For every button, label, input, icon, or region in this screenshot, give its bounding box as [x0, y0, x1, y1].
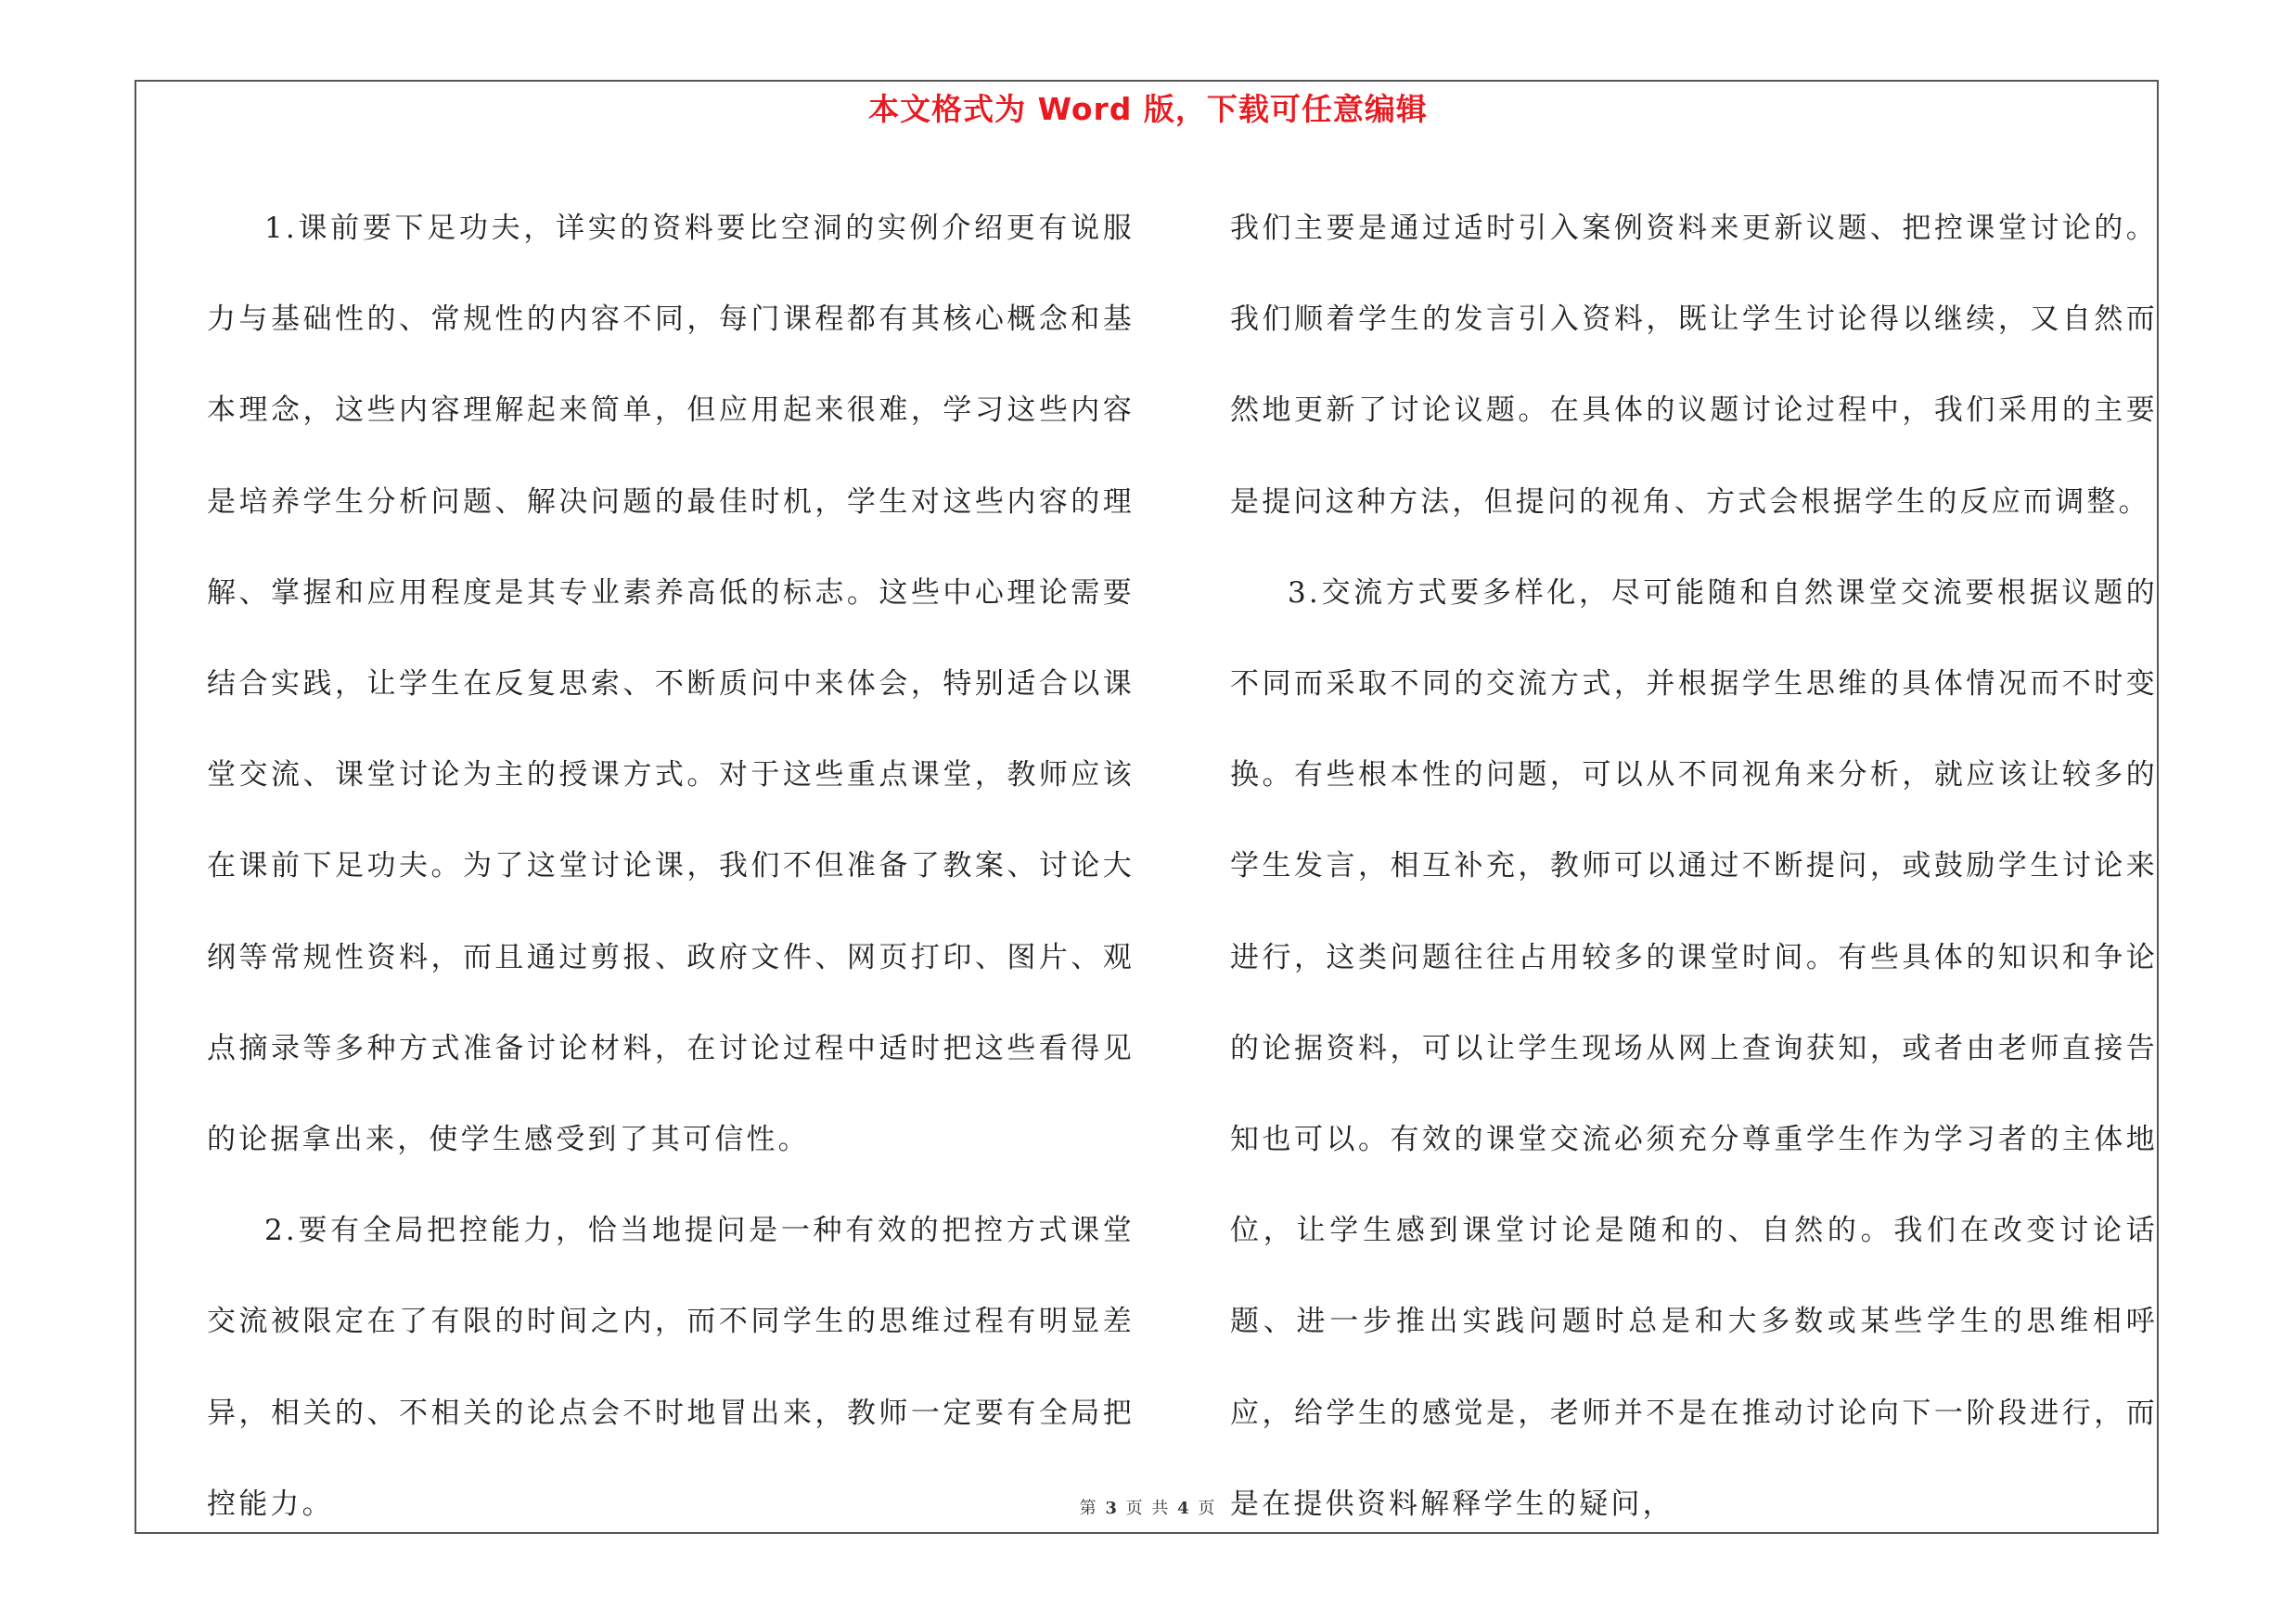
footer-prefix: 第 [1079, 1499, 1098, 1518]
paragraph-3: 3.交流方式要多样化，尽可能随和自然课堂交流要根据议题的不同而采取不同的交流方式，并根据学生思维的具体情况而不时变换。有些根本性的问题，可以从不同视角来分析，就应该让较多的学生发言，相互补充，教师可以通过不断提问，或鼓励学生讨论来进行，这类问题往往占用较多的课堂时间。有些具体的知识和争论的论据资料，可以让学生现场从网上查询获知，或者由老师直接告知也可以。有效的课堂交流必须充分尊重学生作为学习者的主体地位，让学生感到课堂讨论是随和的、自然的。我们在改变讨论话题、进一步推出实践问题时总是和大多数或某些学生的思维相呼应，给学生的感觉是，老师并不是在推动讨论向下一阶段进行，而是在提供资料解释学生的疑问， [1230, 575, 2158, 1521]
paragraph-2: 2.要有全局把控能力，恰当地提问是一种有效的把控方式课堂交流被限定在了有限的时间之内，而不同学生的思维过程有明显差异，相关的、不相关的论点会不时地冒出来，教师一定要有全局把控能力。 [207, 1214, 1135, 1521]
format-notice-banner: 本文格式为 Word 版，下载可任意编辑 [868, 91, 1428, 127]
current-page-number: 3 [1105, 1499, 1119, 1518]
right-column [1230, 183, 2158, 1550]
footer-suffix: 页 [1198, 1499, 1217, 1518]
page-number-footer [0, 1495, 2296, 1519]
paragraph-1: 1.课前要下足功夫，详实的资料要比空洞的实例介绍更有说服力与基础性的、常规性的内容不同，每门课程都有其核心概念和基本理念，这些内容理解起来简单，但应用起来很难，学习这些内容是培养学生分析问题、解决问题的最佳时机，学生对这些内容的理解、掌握和应用程度是其专业素养高低的标志。这些中心理论需要结合实践，让学生在反复思索、不断质问中来体会，特别适合以课堂交流、课堂讨论为主的授课方式。对于这些重点课堂，教师应该在课前下足功夫。为了这堂讨论课，我们不但准备了教案、讨论大纲等常规性资料，而且通过剪报、政府文件、网页打印、图片、观点摘录等多种方式准备讨论材料，在讨论过程中适时把这些看得见的论据拿出来，使学生感受到了其可信性。 [207, 212, 1135, 1157]
left-column [207, 183, 1135, 1550]
paragraph-2-continued: 我们主要是通过适时引入案例资料来更新议题、把控课堂讨论的。我们顺着学生的发言引入资料，既让学生讨论得以继续，又自然而然地更新了讨论议题。在具体的议题讨论过程中，我们采用的主要是提问这种方法，但提问的视角、方式会根据学生的反应而调整。 [1230, 212, 2158, 519]
total-page-count: 4 [1177, 1499, 1191, 1518]
footer-middle: 页 共 [1125, 1499, 1171, 1518]
